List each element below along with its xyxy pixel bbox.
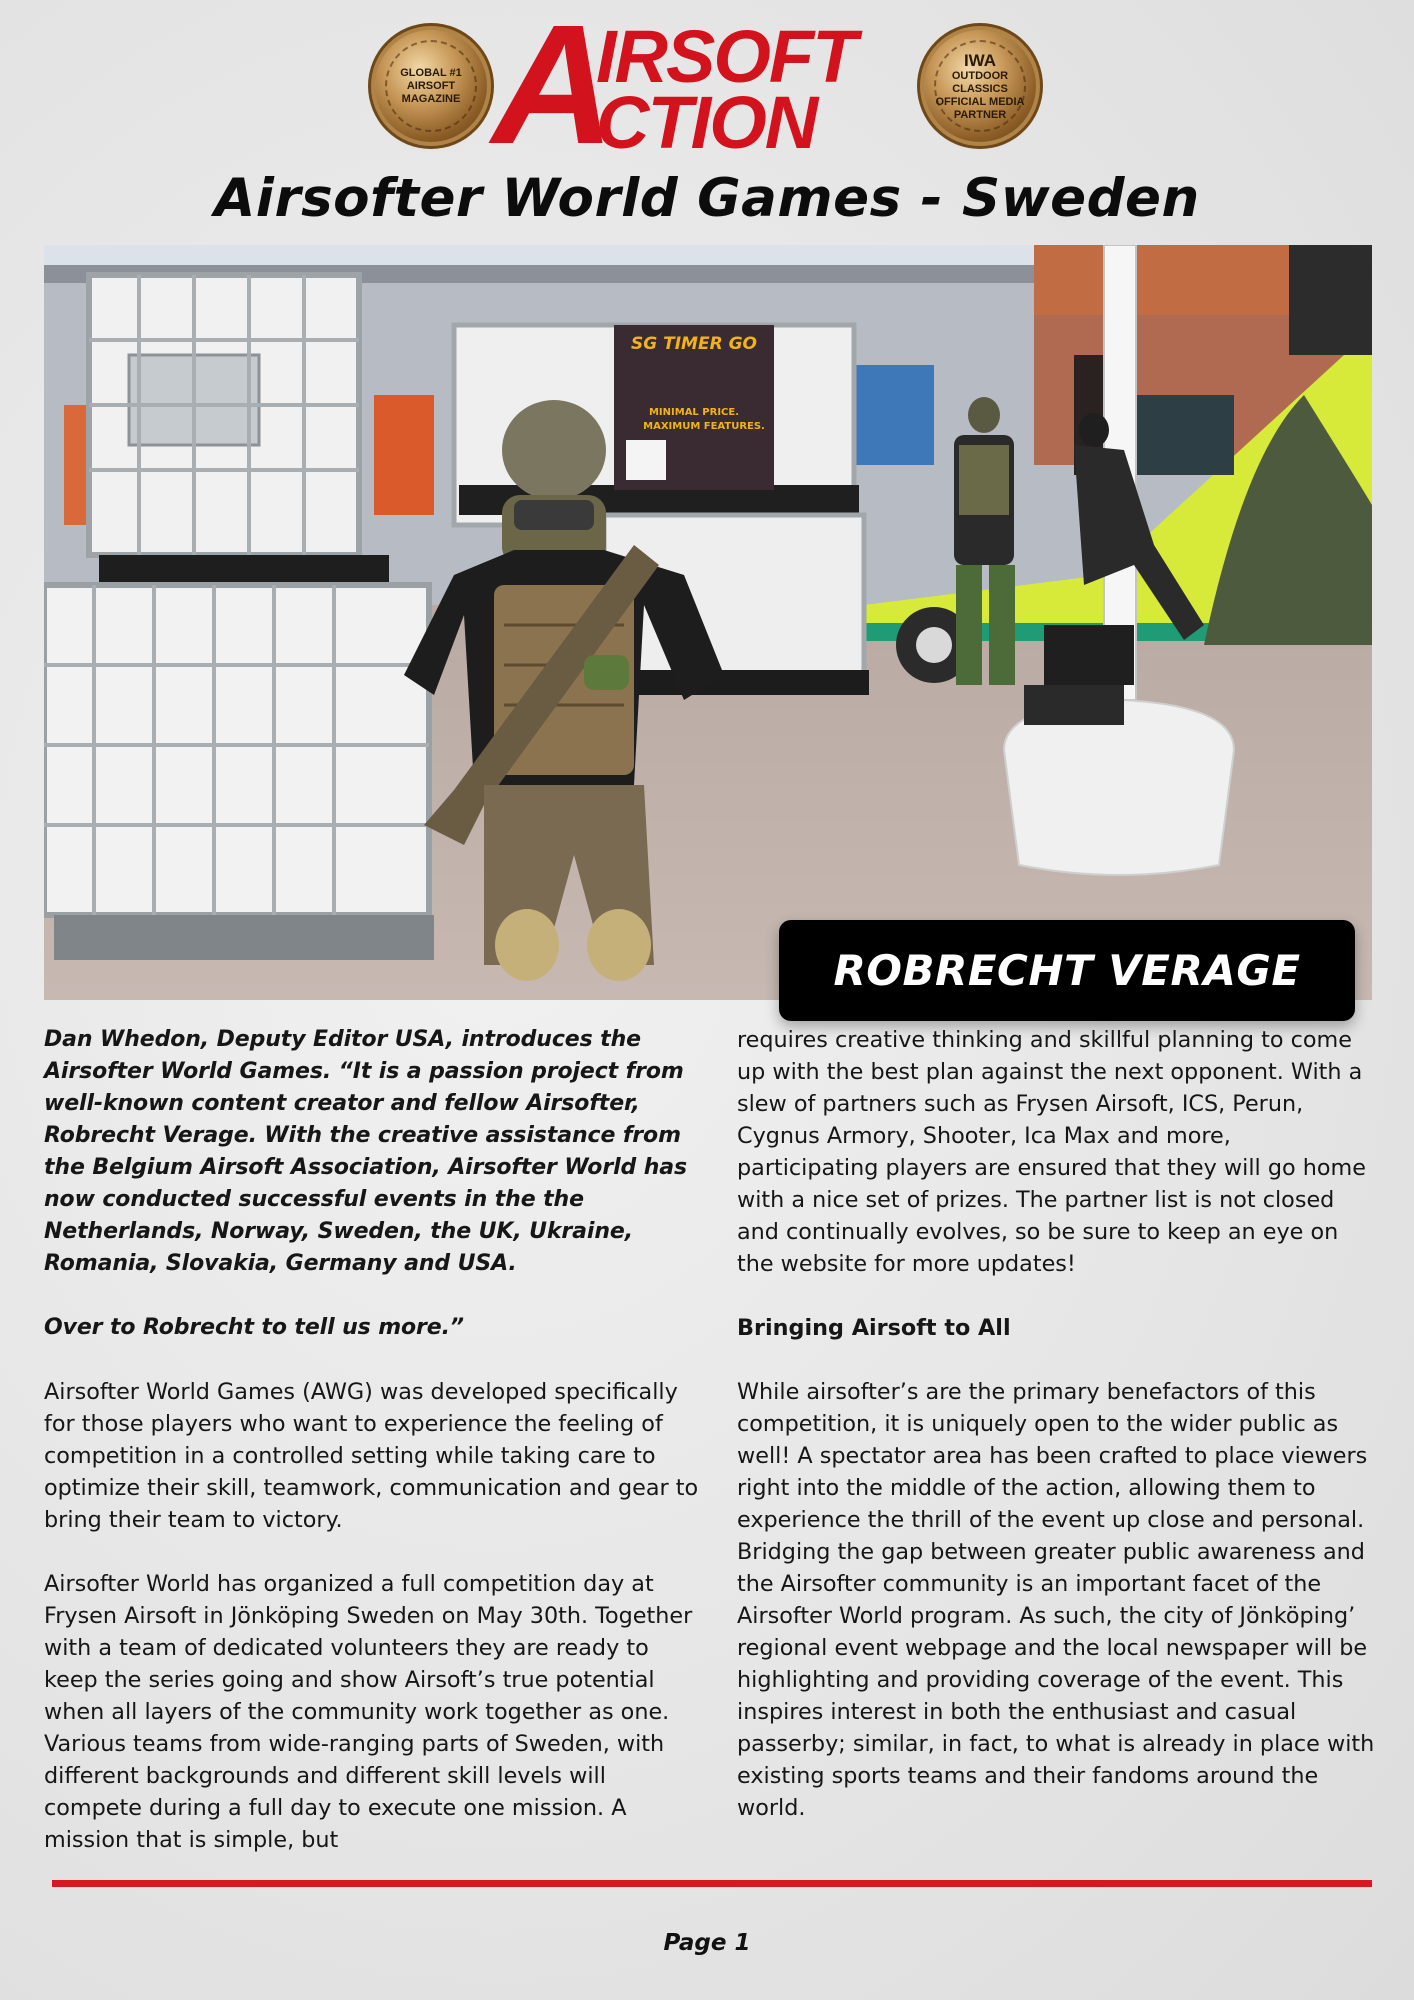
seal-right-line3: CLASSICS: [952, 82, 1008, 95]
seal-left-line2: AIRSOFT: [406, 79, 456, 92]
hero-photo-illustration: [44, 245, 1372, 1000]
banner-line1: MINIMAL PRICE.: [648, 407, 740, 418]
logo-letter-a: A: [492, 0, 611, 180]
masthead: [0, 0, 1414, 180]
seal-right-line5: PARTNER: [953, 108, 1007, 121]
hero-photo: [44, 245, 1372, 1000]
global-magazine-seal-icon: [375, 30, 487, 142]
article-intro-handover: Over to Robrecht to tell us more.”: [44, 1315, 464, 1340]
logo-word-irsoft: IRSOFT: [596, 15, 856, 98]
airsoft-action-logo: [492, 0, 916, 180]
photo-credit-label: ROBRECHT VERAGE: [779, 920, 1355, 1021]
seal-right-line1: IWA: [963, 50, 997, 70]
article-intro: Dan Whedon, Deputy Editor USA, introduces the Airsofter World Games. “It is a passion project from well-known content creator and fellow Airsofter, Robrecht Verage. With the creative assistance from the Belgium Airsoft Association, Airsofter World has now conducted successful events in the the Netherlands, Norway, Sweden, the UK, Ukraine, Romania, Slovakia, Germany and USA.: [44, 1027, 688, 1276]
banner-line2: MAXIMUM FEATURES.: [643, 421, 765, 432]
seal-left-line1: GLOBAL #1: [400, 66, 462, 79]
section-subheading: Bringing Airsoft to All: [737, 1315, 1011, 1341]
banner-title: SG TIMER GO: [631, 334, 757, 354]
seal-right-line4: OFFICIAL MEDIA: [935, 95, 1025, 108]
iwa-partner-seal-icon: [924, 30, 1036, 142]
article-column-right: [737, 1024, 1375, 1824]
footer-divider: [52, 1880, 1372, 1887]
article-paragraph-1: Airsofter World Games (AWG) was developed specifically for those players who want to experience the feeling of competition in a controlled setting while taking care to optimize their skill, teamwork, communication and gear to bring their team to victory.: [44, 1379, 699, 1533]
article-column-left: [44, 1024, 704, 1856]
page-number: Page 1: [663, 1930, 751, 1956]
article-headline: Airsofter World Games - Sweden: [214, 168, 1200, 229]
qr-code-icon: [626, 440, 666, 480]
article-paragraph-4: While airsofter’s are the primary benefactors of this competition, it is uniquely open to the wider public as well! A spectator area has been crafted to place viewers right into the middle of the action, allowing them to experience the thrill of the event up close and personal. Bridging the gap between greater public awareness and the Airsofter community is an important facet of the Airsofter World program. As such, the city of Jönköping’ regional event webpage and the local newspaper will be highlighting and providing coverage of the event. This inspires interest in both the enthusiast and casual passerby; similar, in fact, to what is already in place with existing sports teams and their fandoms around the world.: [737, 1379, 1375, 1821]
article-paragraph-2: Airsofter World has organized a full competition day at Frysen Airsoft in Jönköping Sweden on May 30th. Together with a team of dedicated volunteers they are ready to keep the series going and show Airsoft’s true potential when all layers of the community work together as one. Various teams from wide-ranging parts of Sweden, with different backgrounds and different skill levels will compete during a full day to execute one mission. A mission that is simple, but: [44, 1571, 693, 1853]
seal-left-line3: MAGAZINE: [401, 92, 461, 105]
logo-word-ction: CTION: [596, 81, 817, 164]
article-paragraph-3: requires creative thinking and skillful planning to come up with the best plan against the next opponent. With a slew of partners such as Frysen Airsoft, ICS, Perun, Cygnus Armory, Shooter, Ica Max and more, participating players are ensured that they will go home with a nice set of prizes. The partner list is not closed and continually evolves, so be sure to keep an eye on the website for more updates!: [737, 1027, 1366, 1277]
seal-right-line2: OUTDOOR: [951, 69, 1009, 82]
